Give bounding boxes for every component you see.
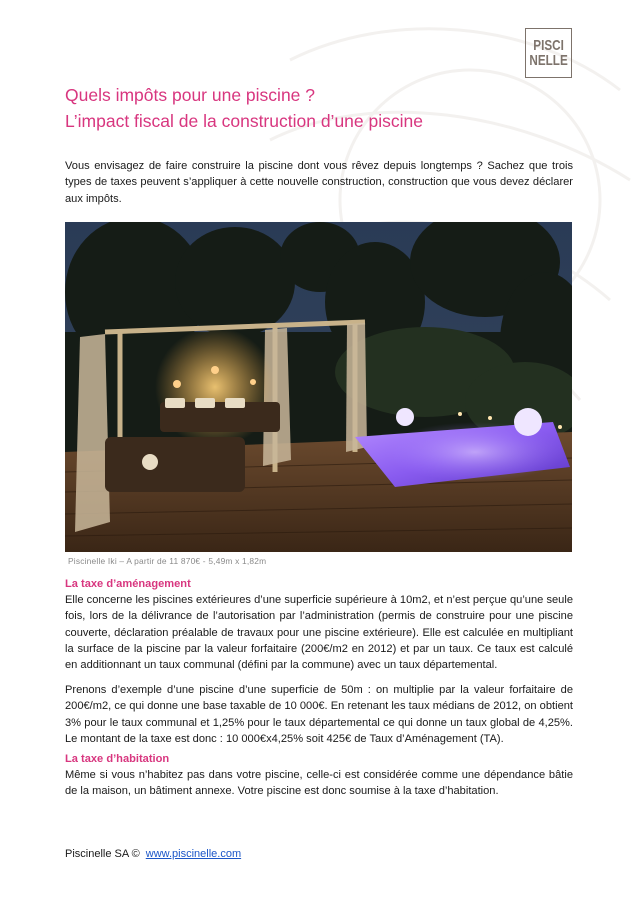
piscinelle-logo	[525, 28, 572, 78]
page-title: Quels impôts pour une piscine ?	[65, 85, 315, 105]
intro-paragraph: Vous envisagez de faire construire la piscine dont vous rêvez depuis longtemps ? Sachez que trois types de taxes peuvent s’appliquer à cette nouvelle construction, construction que vous devez déclarer aux impôts.	[65, 160, 573, 205]
photo-caption: Piscinelle Iki – A partir de 11 870€ - 5,49m x 1,82m	[68, 556, 267, 566]
amenagement-paragraph-2: Prenons d’exemple d’une piscine d’une superficie de 50m : on multiplie par la valeur forfaitaire de 200€/m2, ce qui donne une base taxable de 10 000€. En retenant les taux médians de 2012, on obtient 3% pour le taux communal et 1,25% pour le taux départemental ce qui donne un taux global de 4,25%. Le montant de la taxe est donc : 10 000€x4,25% soit 425€ de Taux d’Aménagement (TA).	[65, 684, 573, 745]
footer-link[interactable]: www.piscinelle.com	[145, 848, 242, 860]
amenagement-paragraph-1: Elle concerne les piscines extérieures d’une superficie supérieure à 10m2, et n’est perçue qu’une seule fois, lors de la délivrance de l’autorisation par l’administration (permis de construire pour une piscine couverte, déclaration préalable de travaux pour une piscine extérieure). Elle est calculée en multipliant la surface de la piscine par la valeur forfaitaire (200€/m2 en 2012) et par un taux. Ce taux est calculé en additionnant un taux communal (défini par la commune) avec un taux départemental.	[65, 594, 573, 672]
section-heading-amenagement: La taxe d’aménagement	[65, 578, 191, 590]
logo-line-2: NELLE	[529, 52, 568, 69]
pool-photo	[65, 222, 572, 552]
logo-line-1: PISCI	[533, 37, 564, 54]
footer	[65, 848, 241, 860]
page-subtitle: L’impact fiscal de la construction d’une piscine	[65, 111, 423, 131]
footer-copyright: Piscinelle SA ©	[65, 848, 140, 860]
section-heading-habitation: La taxe d’habitation	[65, 753, 170, 765]
habitation-paragraph: Même si vous n’habitez pas dans votre piscine, celle-ci est considérée comme une dépendance bâtie de la maison, un bâtiment annexe. Votre piscine est donc soumise à la taxe d’habitation.	[65, 769, 573, 798]
